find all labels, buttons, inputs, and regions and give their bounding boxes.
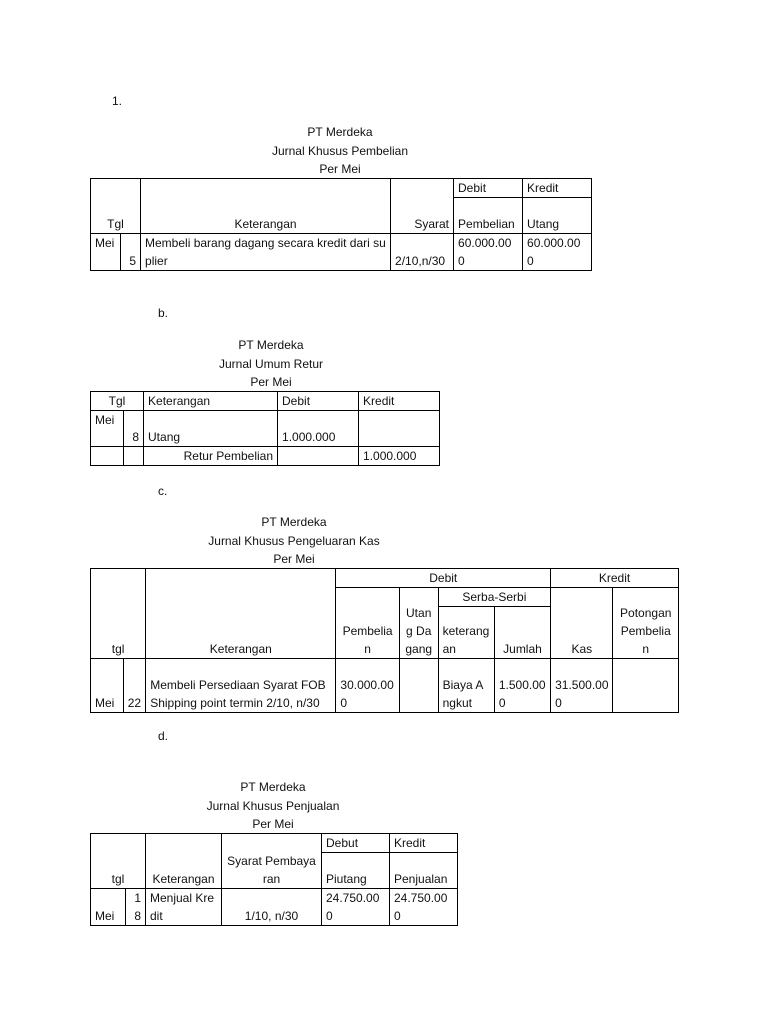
return-journal-table [90,391,440,466]
cash-disbursement-journal-table [90,568,679,713]
header-serba-keterangan: keterangan [438,607,494,659]
cell-month: Mei [91,234,121,271]
cell-month: Mei [91,889,126,926]
header-tgl: Tgl [91,179,141,234]
header-tgl: tgl [91,834,146,889]
header-kas: Kas [551,588,613,659]
company-name: PT Merdeka [240,780,306,794]
header-serba-serbi: Serba-Serbi [438,588,550,607]
section-title [190,123,490,179]
header-utang: Utang [523,198,592,234]
section-letter: c. [158,484,168,498]
cell-day: 5 [121,234,141,271]
journal-name: Jurnal Khusus Pengeluaran Kas [208,533,380,548]
cell-debit: 1.000.000 [278,411,359,447]
cell-potongan [613,659,679,713]
header-potongan-pembelian: Potongan Pembelian [613,588,679,659]
header-keterangan: Keterangan [146,834,222,889]
company-name: PT Merdeka [238,338,304,352]
cell-debit [278,447,359,466]
cell-month: Mei [91,411,124,447]
cell-day [124,447,144,466]
cell-syarat: 2/10,n/30 [391,234,454,271]
table-row [91,411,440,447]
header-utang-dagang: Utang Dagang [399,588,438,659]
section-letter: d. [158,729,169,743]
header-kredit: Kredit [359,392,440,411]
cell-serba-keterangan: Biaya Angkut [438,659,494,713]
cell-keterangan: Membeli Persediaan Syarat FOB Shipping point termin 2/10, n/30 [146,659,336,713]
section-title [144,513,444,569]
cell-keterangan: Utang [144,411,278,447]
cell-debit: 60.000.000 [454,234,523,271]
cell-day: 22 [123,659,145,713]
header-keterangan: Keterangan [146,569,336,659]
header-pembelian: Pembelian [454,198,523,234]
header-tgl: tgl [91,569,146,659]
cell-month [91,447,124,466]
header-debit: Debit [454,179,523,198]
period-label: Per Mei [273,552,315,566]
period-label: Per Mei [252,817,294,831]
period-label: Per Mei [319,162,361,176]
cell-day: 18 [126,889,146,926]
journal-name: Jurnal Khusus Penjualan [206,798,340,813]
header-keterangan: Keterangan [141,179,391,234]
purchase-journal-table [90,178,592,271]
period-label: Per Mei [250,375,292,389]
header-debut: Debut [322,834,390,853]
header-kredit: Kredit [551,569,679,588]
header-pembelian: Pembelian [336,588,399,659]
table-row [91,447,440,466]
cell-syarat: 1/10, n/30 [222,889,322,926]
section-number: 1. [112,94,123,108]
section-letter: b. [158,306,169,320]
cell-kredit: 1.000.000 [359,447,440,466]
journal-name: Jurnal Khusus Pembelian [271,143,409,158]
header-keterangan: Keterangan [144,392,278,411]
header-tgl: Tgl [91,392,144,411]
cell-pembelian: 30.000.000 [336,659,399,713]
cell-debit: 24.750.000 [322,889,390,926]
header-syarat: Syarat [391,179,454,234]
cell-kredit: 24.750.000 [390,889,458,926]
table-row [91,889,458,926]
journal-name: Jurnal Umum Retur [218,356,324,371]
header-jumlah: Jumlah [494,607,550,659]
header-kredit: Kredit [523,179,592,198]
table-row [91,659,679,713]
section-title [121,336,421,392]
header-debit: Debit [336,569,551,588]
header-penjualan: Penjualan [390,853,458,889]
cell-kas: 31.500.000 [551,659,613,713]
cell-keterangan: Retur Pembelian [144,447,278,466]
cell-month: Mei [91,659,124,713]
header-syarat-pembayaran: Syarat Pembayaran [222,834,322,889]
cell-keterangan: Menjual Kredit [146,889,222,926]
header-piutang: Piutang [322,853,390,889]
cell-kredit [359,411,440,447]
cell-jumlah: 1.500.000 [494,659,550,713]
company-name: PT Merdeka [307,125,373,139]
section-title [123,778,423,834]
sales-journal-table [90,833,458,926]
company-name: PT Merdeka [261,515,327,529]
cell-utang-dagang [399,659,438,713]
table-row [91,234,592,271]
header-kredit: Kredit [390,834,458,853]
cell-keterangan: Membeli barang dagang secara kredit dari suplier [141,234,391,271]
header-debit: Debit [278,392,359,411]
cell-kredit: 60.000.000 [523,234,592,271]
cell-day: 8 [124,411,144,447]
